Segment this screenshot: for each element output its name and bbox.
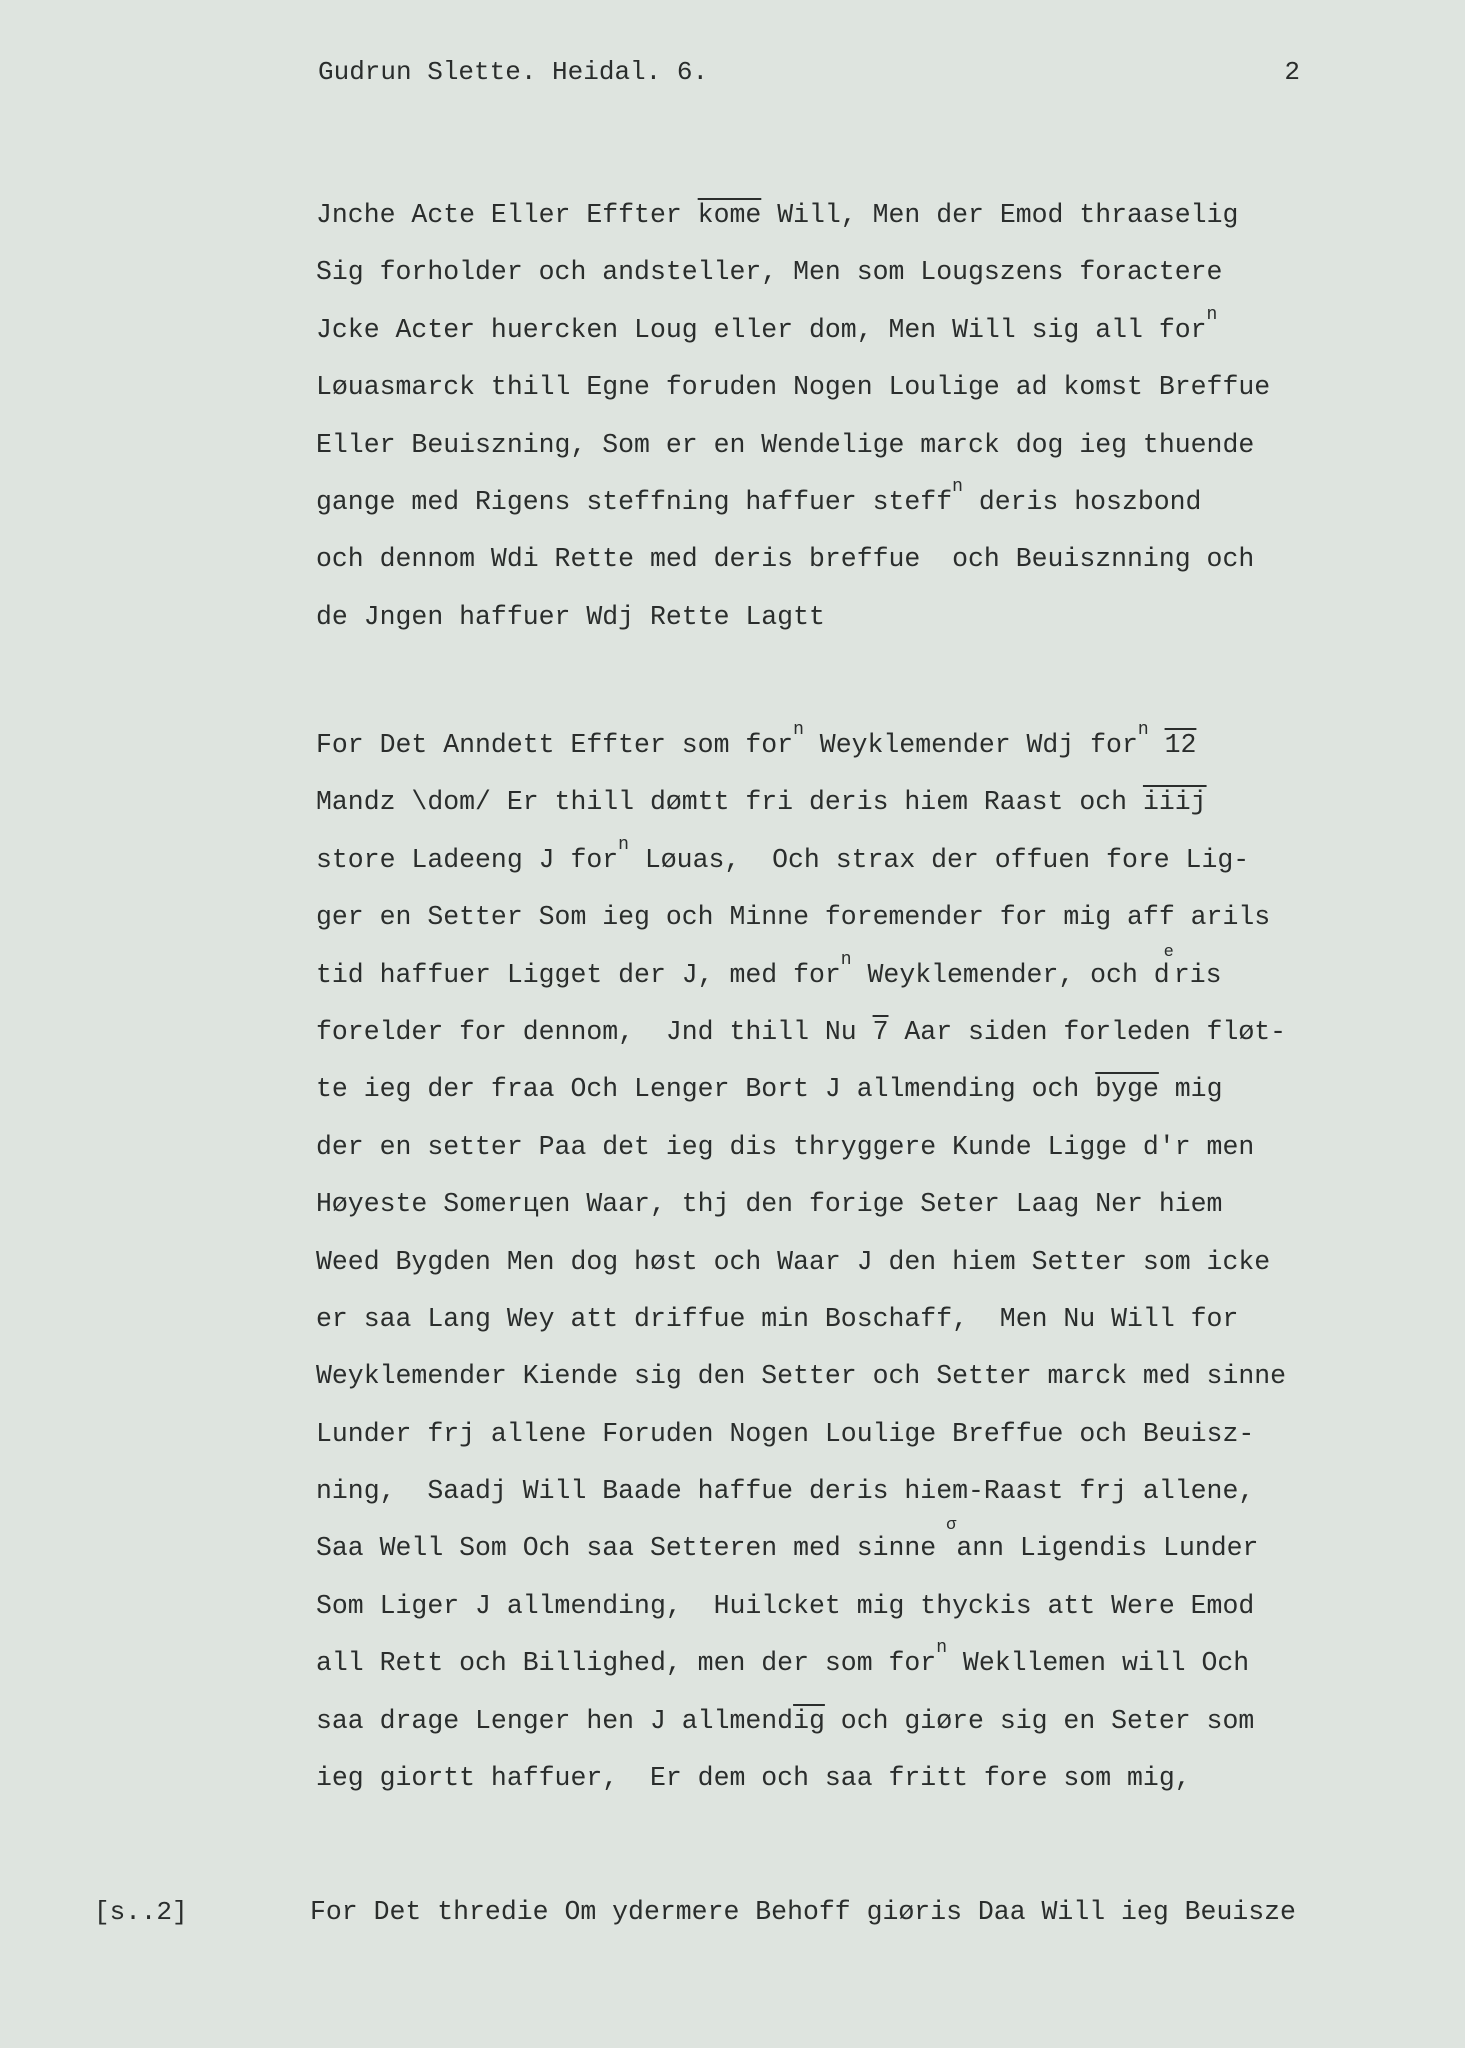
text-segment: all Rett och Billighed, men der som for — [316, 1648, 937, 1679]
text-segment: ger en Setter Som ieg och Minne foremender for mig aff arils — [316, 902, 1271, 933]
superscript-abbreviation: n — [936, 1638, 948, 1659]
text-segment — [1149, 730, 1165, 760]
text-segment: och dennom Wdi Rette med deris breffue och Beuisznning och — [316, 544, 1255, 575]
text-segment: Mandz \dom/ Er thill dømtt fri deris hiem Raast och — [316, 787, 1143, 818]
text-segment: de Jngen haffuer Wdj Rette Lagtt — [316, 601, 825, 632]
text-line — [316, 942, 1286, 1004]
text-segment: mig — [1158, 1074, 1223, 1105]
superscript-abbreviation: n — [793, 720, 804, 740]
text-line — [316, 1061, 1286, 1118]
text-line — [316, 1463, 1286, 1520]
text-line — [316, 717, 1286, 774]
text-line — [316, 1348, 1286, 1405]
text-segment: Som Liger J allmending, Huilcket mig thyckis att Were Emod — [316, 1590, 1255, 1621]
text-segment: Løuasmarck thill Egne foruden Nogen Loulige ad komst Breffue — [316, 372, 1271, 403]
text-segment: saa drage Lenger hen J allmend — [316, 1705, 794, 1736]
text-segment: Weed Bygden Men dog høst och Waar J den hiem Setter som icke — [316, 1246, 1271, 1277]
superscript-abbreviation: n — [1137, 720, 1149, 740]
text-segment: ieg giortt haffuer, Er dem och saa fritt fore som mig, — [316, 1763, 1191, 1794]
text-segment: Eller Beuiszning, Som er en Wendelige marck dog ieg thuende — [316, 429, 1255, 460]
text-line — [316, 1635, 1286, 1692]
inserted-letter: σ — [946, 1516, 957, 1536]
text-line — [316, 832, 1286, 889]
text-segment: Weyklemender, och d — [851, 959, 1170, 990]
text-segment: ann Ligendis Lunder — [956, 1533, 1259, 1564]
text-segment: ris — [1173, 959, 1222, 990]
text-line — [316, 302, 1270, 359]
text-line — [316, 359, 1270, 416]
text-line — [316, 417, 1270, 474]
text-segment: forelder for dennom, Jnd thill Nu — [316, 1016, 873, 1047]
paragraph-1 — [316, 187, 1270, 646]
overlined-text: kome — [697, 200, 762, 230]
text-line — [316, 1119, 1286, 1176]
text-line — [316, 1693, 1286, 1750]
text-segment: Weyklemender Wdj for — [803, 730, 1138, 760]
superscript-abbreviation: n — [840, 949, 852, 970]
text-segment: Wekllemen will Och — [947, 1648, 1250, 1679]
overlined-text: $\overline{ig}$ — [793, 1705, 825, 1736]
text-line — [316, 1750, 1286, 1807]
text-segment: Saa Well Som Och saa Setteren med sinne — [316, 1533, 953, 1564]
superscript-abbreviation: n — [952, 476, 963, 497]
text-line — [316, 1406, 1286, 1463]
text-line — [316, 1234, 1286, 1291]
text-line — [316, 244, 1270, 301]
superscript-abbreviation: n — [618, 834, 629, 855]
superscript-abbreviation: n — [1206, 304, 1218, 325]
text-segment: gange med Rigens steffning haffuer steff — [316, 486, 953, 517]
text-line — [316, 1176, 1286, 1233]
text-line — [316, 1004, 1286, 1061]
header-title: Gudrun Slette. Heidal. 6. — [318, 57, 709, 87]
text-segment: ning, Saadj Will Baade haffue deris hiem-Raast frj allene, — [316, 1476, 1255, 1507]
text-segment: te ieg der fraa Och Lenger Bort J allmending och — [316, 1074, 1096, 1105]
inserted-letter: e — [1163, 942, 1174, 962]
text-line — [316, 589, 1270, 646]
text-segment: For Det Anndett Effter som for — [316, 730, 794, 760]
text-segment: store Ladeeng J for — [316, 844, 619, 875]
text-segment: Sig forholder och andsteller, Men som Lougszens foractere — [316, 257, 1223, 288]
text-segment: der en setter Paa det ieg dis thryggere Kunde Ligge d'r men — [316, 1131, 1255, 1162]
text-line — [316, 774, 1286, 831]
overlined-text: 12 — [1164, 730, 1197, 760]
text-line — [316, 1291, 1286, 1348]
text-line — [316, 889, 1286, 946]
text-line — [316, 187, 1270, 244]
text-line — [316, 531, 1270, 588]
text-line — [316, 1578, 1286, 1635]
text-segment: er saa Lang Wey att driffue min Boschaff, Men Nu Will for — [316, 1303, 1239, 1334]
overlined-text: 7 — [872, 1016, 889, 1047]
text-segment: tid haffuer Ligget der J, med for — [316, 959, 841, 990]
text-segment: och giøre sig en Seter som — [824, 1705, 1255, 1736]
text-segment: deris hoszbond — [962, 486, 1202, 517]
text-segment: Lunder frj allene Foruden Nogen Loulige Breffue och Beuisz- — [316, 1418, 1255, 1449]
text-segment: Weyklemender Kiende sig den Setter och Setter marck med sinne — [316, 1361, 1287, 1392]
overlined-text: iiij — [1142, 787, 1207, 818]
text-segment: Aar siden forleden fløt- — [888, 1016, 1287, 1047]
text-segment: Løuas, Och strax der offuen fore Lig- — [628, 844, 1250, 875]
overlined-text: byge — [1095, 1074, 1159, 1105]
text-segment: Høyeste Somerцen Waar, thj den forige Seter Laag Ner hiem — [316, 1189, 1223, 1220]
text-segment: Jcke Acter huercken Loug eller dom, Men Will sig all for — [316, 314, 1207, 345]
text-segment: Jnche Acte Eller Effter — [316, 200, 698, 230]
text-line — [316, 474, 1270, 531]
page-number: 2 — [1284, 57, 1300, 87]
margin-page-reference: [s..2] — [94, 1897, 188, 1927]
last-line: For Det thredie Om ydermere Behoff giøris Daa Will ieg Beuisze — [310, 1897, 1296, 1927]
paragraph-2 — [316, 717, 1286, 1807]
text-line — [316, 1516, 1286, 1577]
text-segment: Will, Men der Emod thraaselig — [761, 200, 1239, 230]
